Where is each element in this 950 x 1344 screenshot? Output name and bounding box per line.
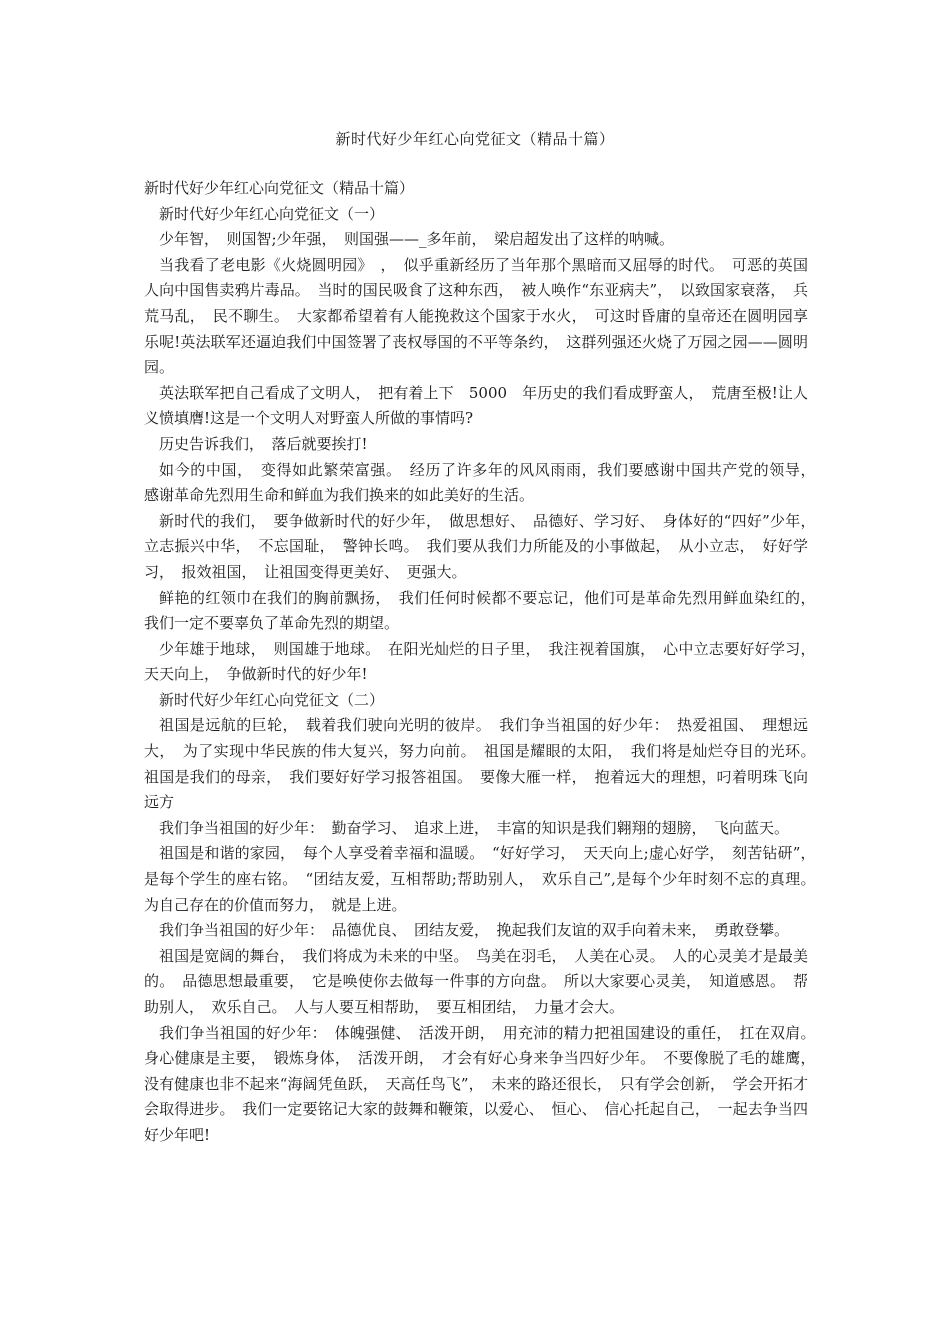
paragraph: 我们争当祖国的好少年： 体魄强健、 活泼开朗， 用充沛的精力把祖国建设的重任， 扛在双肩。 身心健康是主要， 锻炼身体， 活泼开朗， 才会有好心身来争当四好少年。 不要像脱了毛的雄鹰， 没有健康也非不起来“海阔凭鱼跃， 天高任鸟飞”， 未来的路还很长， 只有学会创新， 学会开拓才会取得进步。 我们一定要铭记大家的鼓舞和鞭策，以爱心、 恒心、 信心托起自己， 一起去争当四好少年吧! (144, 1023, 824, 1144)
paragraph: 新时代的我们， 要争做新时代的好少年， 做思想好、 品德好、学习好、 身体好的“四好”少年， 立志振兴中华， 不忘国耻， 警钟长鸣。 我们要从我们力所能及的小事做起， 从小立志， 好好学习， 报效祖国， 让祖国变得更美好、 更强大。 (144, 511, 824, 581)
paragraph: 祖国是宽阔的舞台， 我们将成为未来的中坚。 鸟美在羽毛， 人美在心灵。 人的心灵美才是最美的。 品德思想最重要， 它是唤使你去做每一件事的方向盘。 所以大家要心灵美， 知道感恩。 帮助别人， 欢乐自己。 人与人要互相帮助， 要互相团结， 力量才会大。 (144, 946, 808, 1016)
paragraph: 如今的中国， 变得如此繁荣富强。 经历了许多年的风风雨雨，我们要感谢中国共产党的领导， 感谢革命先烈用生命和鲜血为我们换来的如此美好的生活。 (144, 460, 824, 505)
paragraph: 祖国是远航的巨轮， 载着我们驶向光明的彼岸。 我们争当祖国的好少年： 热爱祖国、 理想远大， 为了实现中华民族的伟大复兴，努力向前。 祖国是耀眼的太阳， 我们将是灿烂夺目的光环。 祖国是我们的母亲， 我们要好好学习报答祖国。 要像大雁一样， 抱着远大的理想，叼着明珠飞向远方 (144, 716, 824, 812)
paragraph: 我们争当祖国的好少年： 勤奋学习、 追求上进， 丰富的知识是我们翱翔的翅膀， 飞向蓝天。 (159, 818, 790, 837)
paragraph: 新时代好少年红心向党征文（精品十篇） (144, 179, 415, 197)
paragraph: 鲜艳的红领巾在我们的胸前飘扬， 我们任何时候都不要忘记，他们可是革命先烈用鲜血染红的， 我们一定不要辜负了革命先烈的期望。 (144, 588, 824, 633)
section-heading: 新时代好少年红心向党征文（一） (159, 204, 385, 223)
paragraph: 少年智， 则国智;少年强， 则国强——_多年前， 梁启超发出了这样的呐喊。 (159, 230, 675, 249)
paragraph: 少年雄于地球， 则国雄于地球。 在阳光灿烂的日子里， 我注视着国旗， 心中立志要好好学习， 天天向上， 争做新时代的好少年! (144, 639, 824, 684)
section-heading: 新时代好少年红心向党征文（二） (159, 690, 385, 709)
paragraph: 当我看了老电影《火烧圆明园》 ， 似乎重新经历了当年那个黑暗而又屈辱的时代。 可恶的英国人向中国售卖鸦片毒品。 当时的国民吸食了这种东西， 被人唤作“东亚病夫”， 以致国家衰落， 兵荒马乱， 民不聊生。 大家都希望着有人能挽救这个国家于水火， 可这时昏庸的皇帝还在圆明园享乐呢!英法联军还逼迫我们中国签署了丧权辱国的不平等条约， 这群列强还火烧了万园之园——圆明园。 (144, 255, 808, 377)
paragraph: 我们争当祖国的好少年： 品德优良、 团结友爱， 挽起我们友谊的双手向着未来， 勇敢登攀。 (159, 921, 790, 940)
paragraph: 历史告诉我们， 落后就要挨打! (159, 434, 368, 453)
document-body (144, 176, 824, 1149)
document-title: 新时代好少年红心向党征文（精品十篇） (335, 130, 615, 148)
paragraph: 祖国是和谐的家园， 每个人享受着幸福和温暖。 “好好学习， 天天向上;虚心好学， 刻苦钻研”， 是每个学生的座右铭。 “团结友爱，互相帮助;帮助别人， 欢乐自己”,是每个少年时刻不忘的真理。 为自己存在的价值而努力， 就是上进。 (144, 844, 824, 914)
paragraph: 英法联军把自己看成了文明人， 把有着上下 5000 年历史的我们看成野蛮人， 荒唐至极!让人义愤填膺!这是一个文明人对野蛮人所做的事情吗? (144, 383, 808, 428)
